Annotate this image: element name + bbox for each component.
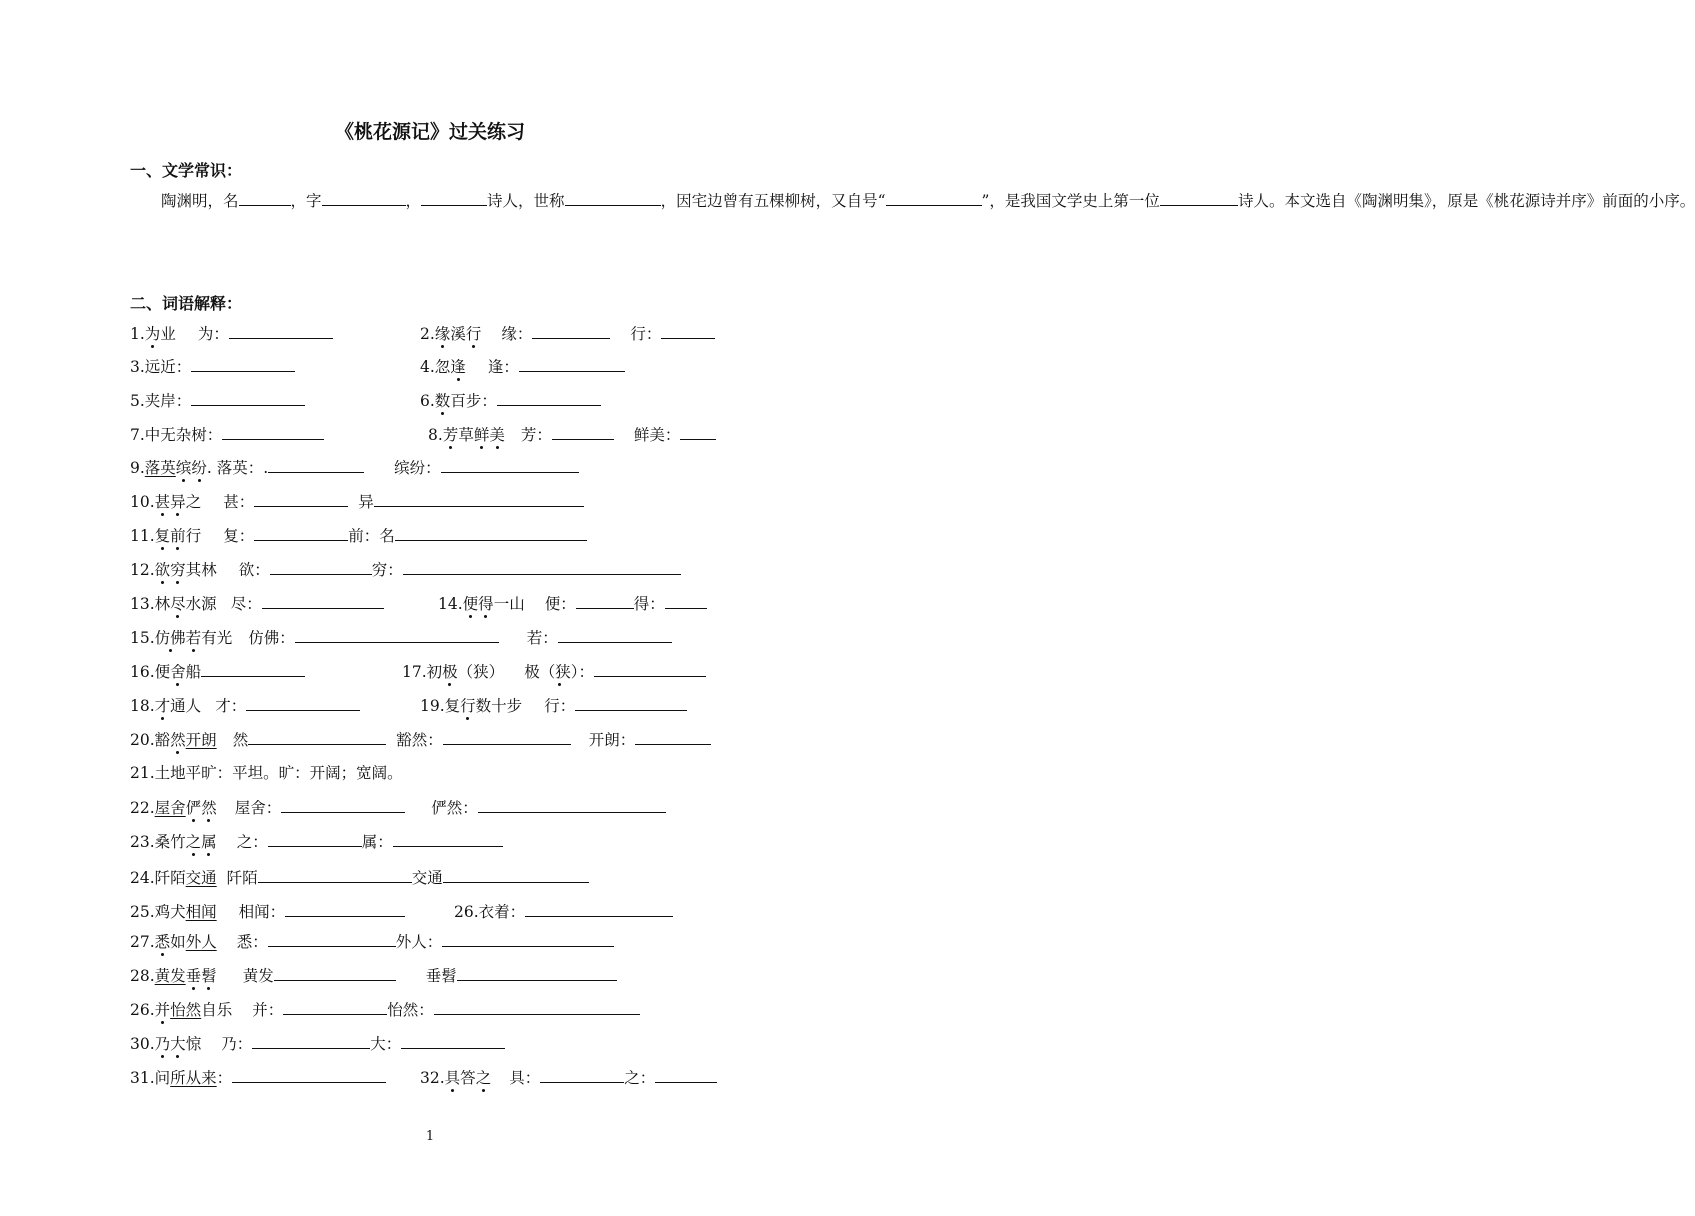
answer-blank[interactable]	[558, 626, 672, 643]
answer-blank[interactable]	[576, 592, 634, 609]
answer-blank[interactable]	[1160, 189, 1238, 206]
vocab-item-21: 21.土地平旷：平坦。旷：开阔；宽阔。	[130, 764, 403, 782]
answer-blank[interactable]	[239, 189, 291, 206]
vocab-item-5: 5.夹岸：	[130, 389, 305, 412]
vocab-item-18: 18.才通人 才：	[130, 694, 360, 717]
answer-blank[interactable]	[268, 930, 396, 947]
vocab-item-27: 27.悉如外人 悉： 外人：	[130, 930, 614, 953]
answer-blank[interactable]	[680, 423, 716, 440]
vocab-item-20: 20.豁然开朗 然 豁然： 开朗：	[130, 728, 711, 751]
answer-blank[interactable]	[281, 796, 405, 813]
answer-blank[interactable]	[635, 728, 711, 745]
section-heading-literature: 一、文学常识：	[130, 161, 243, 180]
answer-blank[interactable]	[594, 660, 706, 677]
answer-blank[interactable]	[295, 626, 499, 643]
vocab-item-26: 26.衣着：	[454, 900, 673, 923]
vocab-item-23: 23.桑竹之属 之： 属：	[130, 830, 503, 853]
vocab-item-30: 30.乃大惊 乃： 大：	[130, 1032, 505, 1055]
page-number: 1	[425, 1129, 435, 1144]
vocab-item-11: 11.复前行 复： 前：名	[130, 524, 587, 547]
answer-blank[interactable]	[252, 1032, 370, 1049]
answer-blank[interactable]	[525, 900, 673, 917]
answer-blank[interactable]	[403, 558, 681, 575]
answer-blank[interactable]	[565, 189, 661, 206]
answer-blank[interactable]	[443, 866, 589, 883]
vocab-item-13: 13.林尽水源 尽：	[130, 592, 384, 615]
vocab-item-19: 19.复行数十步 行：	[420, 694, 687, 717]
answer-blank[interactable]	[421, 189, 487, 206]
answer-blank[interactable]	[374, 490, 584, 507]
answer-blank[interactable]	[191, 355, 295, 372]
answer-blank[interactable]	[401, 1032, 505, 1049]
literature-paragraph: 陶渊明，名 ，字 ， 诗人，世称 ，因宅边曾有五棵柳树，又自号“ ”，是我国文学史上第一位 诗人。本文选自《陶渊明集》，原是《桃花源诗并序》前面的小序。	[130, 185, 730, 218]
vocab-item-4: 4.忽逢 逢：	[420, 355, 625, 378]
answer-blank[interactable]	[552, 423, 614, 440]
vocab-item-10: 10.甚异之 甚： 异	[130, 490, 584, 513]
answer-blank[interactable]	[393, 830, 503, 847]
answer-blank[interactable]	[457, 964, 617, 981]
answer-blank[interactable]	[246, 694, 360, 711]
answer-blank[interactable]	[268, 456, 364, 473]
answer-blank[interactable]	[443, 728, 571, 745]
vocab-item-29: 26.并怡然自乐 并： 怡然：	[130, 998, 640, 1021]
vocab-item-3: 3.远近：	[130, 355, 295, 378]
answer-blank[interactable]	[285, 900, 405, 917]
section-heading-vocabulary: 二、词语解释：	[130, 294, 243, 313]
answer-blank[interactable]	[519, 355, 625, 372]
answer-blank[interactable]	[434, 998, 640, 1015]
vocab-item-6: 6.数百步：	[420, 389, 601, 412]
vocab-item-32: 32.具答之 具： 之：	[420, 1066, 717, 1089]
vocab-item-8: 8.芳草鲜美 芳： 鲜美：	[428, 423, 716, 446]
answer-blank[interactable]	[248, 728, 386, 745]
answer-blank[interactable]	[655, 1066, 717, 1083]
answer-blank[interactable]	[395, 524, 587, 541]
vocab-item-1: 1.为业 为：	[130, 322, 333, 345]
answer-blank[interactable]	[497, 389, 601, 406]
answer-blank[interactable]	[191, 389, 305, 406]
answer-blank[interactable]	[254, 490, 348, 507]
vocab-item-16: 16.便舍船	[130, 660, 305, 683]
answer-blank[interactable]	[442, 930, 614, 947]
answer-blank[interactable]	[274, 964, 396, 981]
answer-blank[interactable]	[262, 592, 384, 609]
answer-blank[interactable]	[886, 189, 982, 206]
vocab-item-9: 9.落英缤纷. 落英：. 缤纷：	[130, 456, 579, 479]
answer-blank[interactable]	[283, 998, 387, 1015]
vocab-item-12: 12.欲穷其林 欲： 穷：	[130, 558, 681, 581]
vocab-item-24: 24.阡陌交通 阡陌 交通	[130, 866, 589, 889]
answer-blank[interactable]	[229, 322, 333, 339]
vocab-item-22: 22.屋舍俨然 屋舍： 俨然：	[130, 796, 666, 819]
answer-blank[interactable]	[532, 322, 610, 339]
answer-blank[interactable]	[441, 456, 579, 473]
answer-blank[interactable]	[232, 1066, 386, 1083]
answer-blank[interactable]	[258, 866, 412, 883]
vocab-item-31: 31.问所从来：	[130, 1066, 386, 1089]
vocab-item-2: 2.缘溪行 缘： 行：	[420, 322, 715, 345]
answer-blank[interactable]	[270, 558, 372, 575]
vocab-item-28: 28.黄发垂髫 黄发 垂髫	[130, 964, 617, 987]
vocab-item-25: 25.鸡犬相闻 相闻：	[130, 900, 405, 923]
answer-blank[interactable]	[665, 592, 707, 609]
vocab-item-7: 7.中无杂树：	[130, 423, 324, 446]
answer-blank[interactable]	[322, 189, 406, 206]
answer-blank[interactable]	[575, 694, 687, 711]
answer-blank[interactable]	[222, 423, 324, 440]
vocab-item-15: 15.仿佛若有光 仿佛： 若：	[130, 626, 672, 649]
answer-blank[interactable]	[268, 830, 362, 847]
page-title: 《桃花源记》过关练习	[334, 121, 525, 143]
vocab-item-17: 17.初极（狭） 极（狭）：	[402, 660, 706, 683]
answer-blank[interactable]	[661, 322, 715, 339]
vocab-item-14: 14.便得一山 便： 得：	[438, 592, 707, 615]
answer-blank[interactable]	[254, 524, 348, 541]
answer-blank[interactable]	[478, 796, 666, 813]
answer-blank[interactable]	[201, 660, 305, 677]
answer-blank[interactable]	[540, 1066, 624, 1083]
